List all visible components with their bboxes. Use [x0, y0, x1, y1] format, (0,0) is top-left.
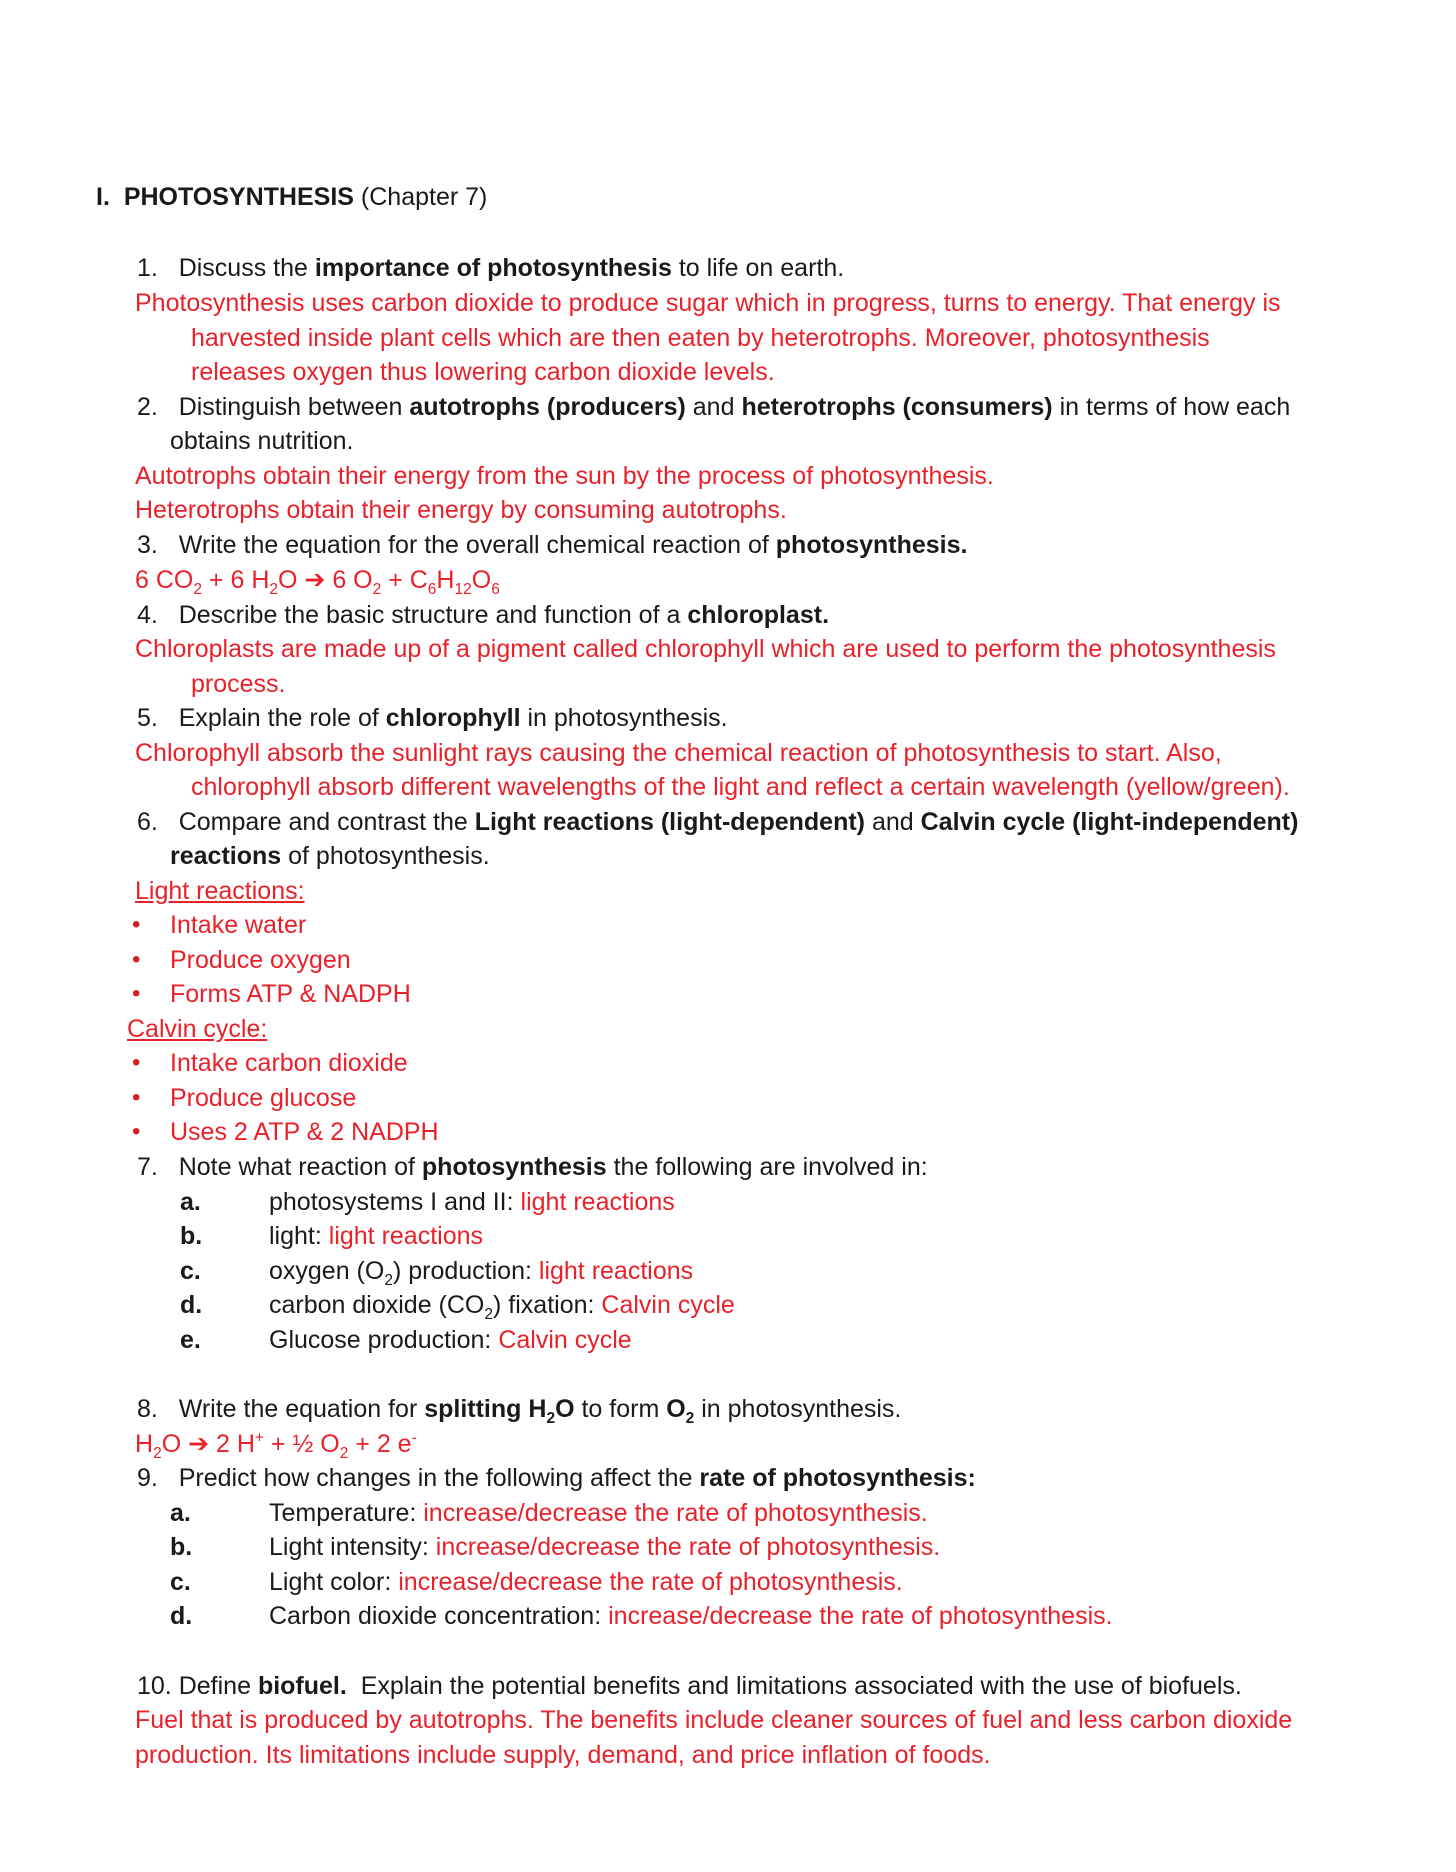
list-item: Uses 2 ATP & 2 NADPH [170, 1118, 439, 1146]
answer-1-line-1: Photosynthesis uses carbon dioxide to produce sugar which in progress, turns to energy. That energy is [135, 289, 1281, 317]
item-letter: c. [180, 1257, 201, 1285]
item-letter: d. [180, 1291, 203, 1319]
question-text: to life on earth. [678, 254, 845, 282]
item-answer: increase/decrease the rate of photosynthesis. [398, 1568, 903, 1596]
question-text: in photosynthesis. [701, 1395, 902, 1423]
bullet-icon: • [132, 1118, 141, 1145]
question-number: 4. [137, 601, 158, 629]
question-text: Distinguish between [178, 393, 403, 421]
question-text: Note what reaction of [178, 1153, 415, 1181]
arrow-icon: ➔ [188, 1430, 210, 1458]
list-item [269, 1599, 1113, 1633]
question-number: 7. [137, 1153, 158, 1181]
bullet-icon: • [132, 1084, 141, 1111]
answer-3-equation: 6 $CO_2 + 6$ $H_2O$ ➔ 6 $O_2 + C_6H_{12}O_6$ [135, 566, 500, 598]
question-bold-term: chloroplast. [687, 601, 830, 629]
question-5 [137, 701, 728, 735]
question-number: 3. [137, 531, 158, 559]
list-item [269, 1185, 675, 1219]
item-label: Light color: [269, 1568, 392, 1596]
section-title: PHOTOSYNTHESIS [123, 183, 354, 211]
question-text: in terms of how each [1059, 393, 1291, 421]
question-6-continued [170, 839, 490, 873]
question-text: and [692, 393, 735, 421]
item-letter: a. [180, 1188, 201, 1216]
question-text: Explain the potential benefits and limitations associated with the use of biofuels. [360, 1672, 1242, 1700]
question-text: of photosynthesis. [288, 842, 490, 870]
question-bold-term: rate of photosynthesis: [699, 1464, 976, 1492]
answer-5-line-2: chlorophyll absorb different wavelengths of the light and reflect a certain wavelength (yellow/green). [191, 773, 1290, 801]
question-bold-term: reactions [170, 842, 282, 870]
question-3 [137, 528, 967, 562]
arrow-icon: ➔ [304, 566, 326, 594]
question-1 [137, 251, 844, 285]
question-number: 9. [137, 1464, 158, 1492]
item-label: carbon dioxide $(CO_2)$ fixation: [269, 1291, 595, 1323]
question-bold-term: photosynthesis. [775, 531, 968, 559]
question-text: Write the equation for [178, 1395, 418, 1423]
question-10 [137, 1669, 1242, 1703]
answer-10-line-1: Fuel that is produced by autotrophs. The benefits include cleaner sources of fuel and less carbon dioxide [135, 1706, 1293, 1734]
list-item [269, 1530, 940, 1564]
list-item [269, 1496, 928, 1530]
light-reactions-heading: Light reactions: [135, 877, 305, 905]
question-text: Compare and contrast the [178, 808, 468, 836]
question-2-continued: obtains nutrition. [170, 427, 354, 455]
answer-2-line-2: Heterotrophs obtain their energy by consuming autotrophs. [135, 496, 787, 524]
list-item [269, 1219, 483, 1253]
item-answer: increase/decrease the rate of photosynthesis. [423, 1499, 928, 1527]
list-item [269, 1288, 735, 1322]
bullet-icon: • [132, 911, 141, 938]
list-item [269, 1254, 693, 1288]
section-chapter: (Chapter 7) [360, 183, 488, 211]
list-item: Forms ATP & NADPH [170, 980, 411, 1008]
item-answer: light reactions [328, 1222, 484, 1250]
list-item [269, 1323, 632, 1357]
bullet-icon: • [132, 946, 141, 973]
question-text: to form [581, 1395, 660, 1423]
question-bold-term: biofuel. [257, 1672, 347, 1700]
question-text: Define [178, 1672, 251, 1700]
question-2 [137, 390, 1290, 424]
question-text: Write the equation for the overall chemical reaction of [178, 531, 769, 559]
question-bold-term: importance of photosynthesis [314, 254, 672, 282]
question-text: the following are involved in: [613, 1153, 928, 1181]
list-item: Produce glucose [170, 1084, 357, 1112]
question-bold-term: photosynthesis [421, 1153, 607, 1181]
question-text: Discuss the [178, 254, 308, 282]
question-number: 2. [137, 393, 158, 421]
item-label: Light intensity: [269, 1533, 429, 1561]
item-label: oxygen $(O_2)$ production: [269, 1257, 532, 1289]
bullet-icon: • [132, 1049, 141, 1076]
item-answer: light reactions [520, 1188, 675, 1216]
list-item [269, 1565, 903, 1599]
item-label: photosystems I and II: [269, 1188, 514, 1216]
list-item: Intake carbon dioxide [170, 1049, 408, 1077]
item-answer: Calvin cycle [498, 1326, 632, 1354]
item-letter: a. [170, 1499, 191, 1527]
question-bold-term: (light-dependent) [660, 808, 865, 836]
question-bold-term: $O_2$ [666, 1395, 695, 1427]
answer-1-line-2: harvested inside plant cells which are then eaten by heterotrophs. Moreover, photosynthesis [191, 324, 1210, 352]
item-letter: c. [170, 1568, 191, 1596]
question-bold-term: Calvin cycle (light-independent) [920, 808, 1299, 836]
answer-2-line-1: Autotrophs obtain their energy from the sun by the process of photosynthesis. [135, 462, 994, 490]
answer-5-line-1: Chlorophyll absorb the sunlight rays causing the chemical reaction of photosynthesis to start. Also, [135, 739, 1222, 767]
item-answer: light reactions [538, 1257, 694, 1285]
answer-4-line-2: process. [191, 670, 286, 698]
question-4 [137, 598, 829, 632]
question-6 [137, 805, 1298, 839]
question-number: 5. [137, 704, 158, 732]
item-letter: b. [170, 1533, 193, 1561]
question-8 [137, 1392, 901, 1426]
question-bold-term: Light reactions [474, 808, 654, 836]
question-text: Describe the basic structure and function of a [178, 601, 681, 629]
question-number: 1. [137, 254, 158, 282]
item-letter: d. [170, 1602, 193, 1630]
question-number: 6. [137, 808, 158, 836]
question-bold-term: splitting $H_2O$ [424, 1395, 575, 1427]
question-9 [137, 1461, 976, 1495]
item-answer: Calvin cycle [601, 1291, 735, 1319]
item-label: Temperature: [269, 1499, 417, 1527]
question-number: 10. [137, 1672, 172, 1700]
list-item: Produce oxygen [170, 946, 351, 974]
item-letter: e. [180, 1326, 201, 1354]
item-letter: b. [180, 1222, 203, 1250]
answer-10-line-2: production. Its limitations include supply, demand, and price inflation of foods. [135, 1741, 991, 1769]
question-bold-term: chlorophyll [385, 704, 521, 732]
item-label: Carbon dioxide concentration: [269, 1602, 602, 1630]
answer-4-line-1: Chloroplasts are made up of a pigment called chlorophyll which are used to perform the photosynthesis [135, 635, 1276, 663]
answer-1-line-3: releases oxygen thus lowering carbon dioxide levels. [191, 358, 775, 386]
item-answer: increase/decrease the rate of photosynthesis. [608, 1602, 1113, 1630]
question-text: Explain the role of [178, 704, 379, 732]
item-label: light: [269, 1222, 322, 1250]
question-text: Predict how changes in the following affect the [178, 1464, 693, 1492]
question-7 [137, 1150, 928, 1184]
answer-8-equation: $H_2O$ ➔ 2 H+ + ½ $O_2 + 2$ e- [135, 1429, 417, 1462]
item-label: Glucose production: [269, 1326, 492, 1354]
question-text: and [871, 808, 914, 836]
section-numeral: I. [96, 183, 110, 211]
question-number: 8. [137, 1395, 158, 1423]
bullet-icon: • [132, 980, 141, 1007]
item-answer: increase/decrease the rate of photosynthesis. [435, 1533, 941, 1561]
list-item: Intake water [170, 911, 307, 939]
calvin-cycle-heading: Calvin cycle: [127, 1015, 268, 1043]
question-bold-term: heterotrophs (consumers) [741, 393, 1053, 421]
section-heading [96, 180, 487, 214]
question-bold-term: autotrophs (producers) [409, 393, 686, 421]
question-text: in photosynthesis. [527, 704, 728, 732]
